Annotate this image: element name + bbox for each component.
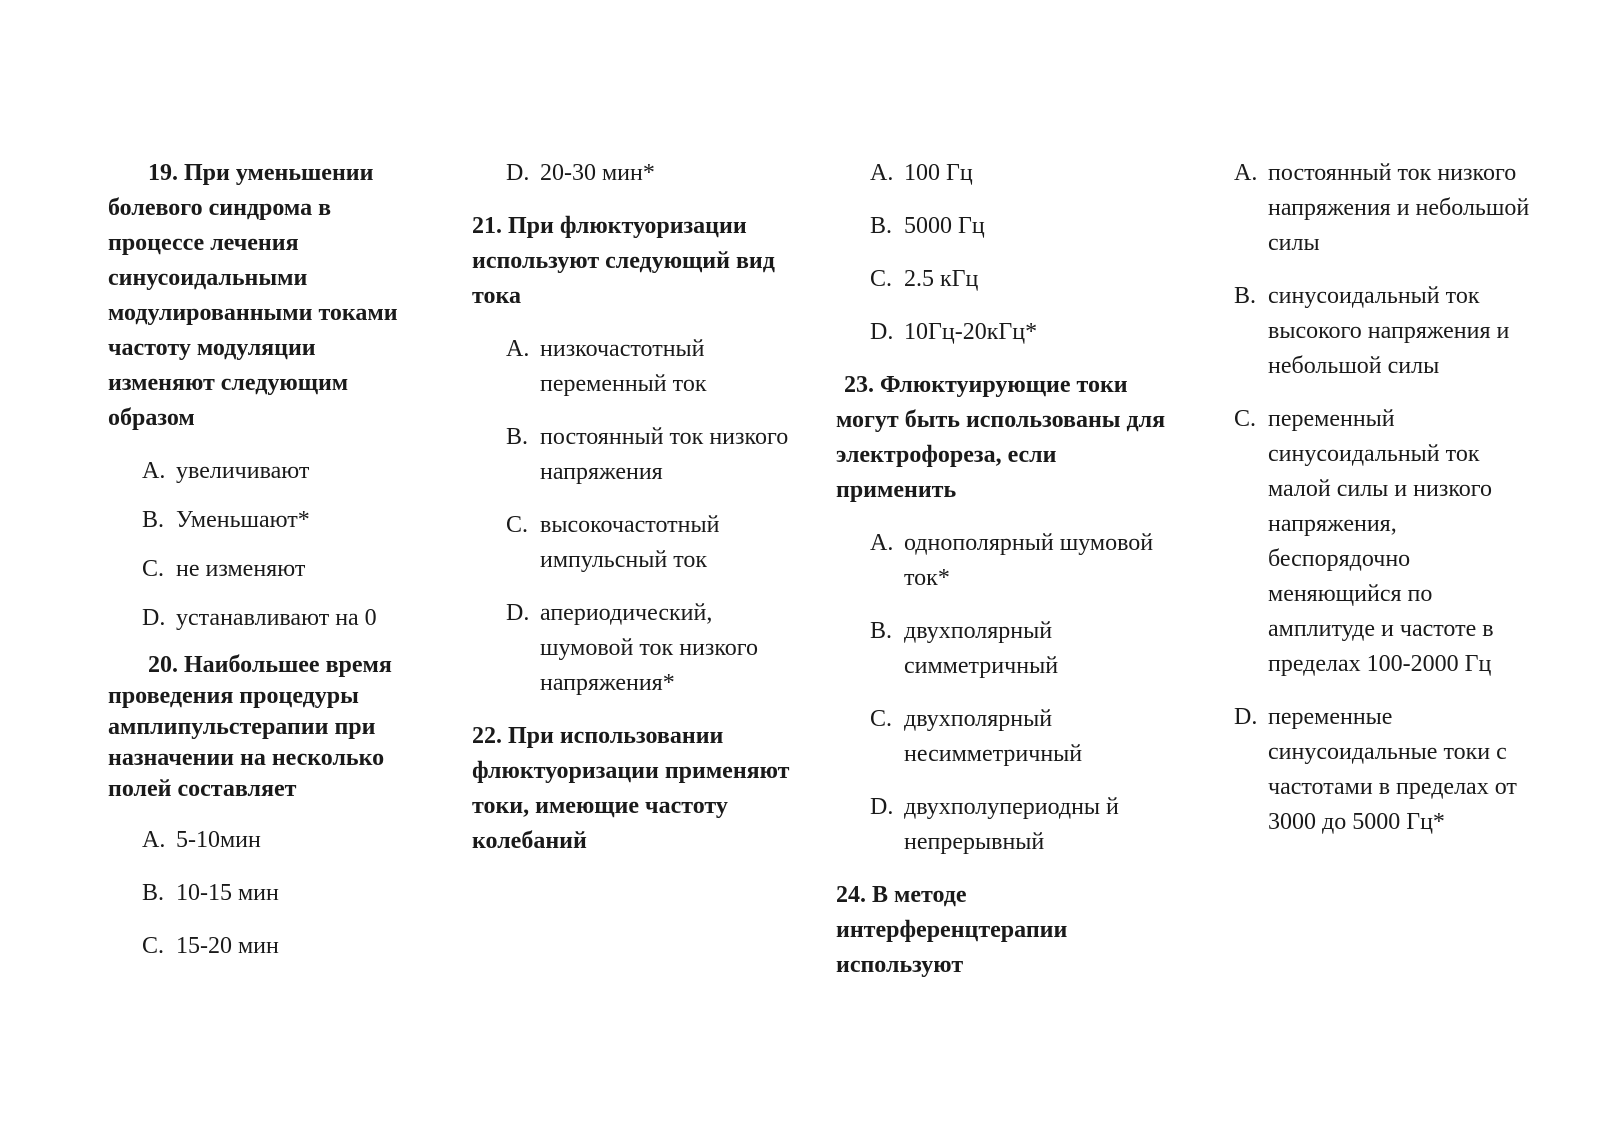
question-number: 23.	[844, 372, 874, 398]
option-text: 5000 Гц	[904, 213, 985, 239]
option-text: увеличивают	[176, 458, 310, 484]
option-20-a[interactable]	[108, 823, 428, 858]
option-letter: D.	[870, 794, 894, 820]
column-1	[108, 156, 428, 982]
option-letter: A.	[142, 827, 166, 853]
option-20-b[interactable]	[108, 876, 428, 911]
option-21-d[interactable]	[472, 596, 802, 701]
question-number: 24.	[836, 882, 866, 908]
option-letter: A.	[506, 336, 530, 362]
option-letter: B.	[1234, 283, 1257, 309]
option-19-d[interactable]	[108, 601, 428, 636]
option-22-d[interactable]	[836, 315, 1166, 350]
question-text: Флюктуирующие токи могут быть использованы для электрофореза, если применить	[836, 372, 1166, 503]
question-24	[836, 878, 1166, 983]
option-letter: B.	[506, 424, 529, 450]
option-text: синусоидальный ток высокого напряжения и небольшой силы	[1268, 283, 1510, 379]
option-letter: C.	[142, 556, 165, 582]
option-22-c[interactable]	[836, 262, 1166, 297]
question-text: При уменьшении болевого синдрома в процессе лечения синусоидальными модулированными токами частоту модуляции изменяют следующим образом	[108, 160, 398, 431]
option-text: двухполярный несимметричный	[904, 706, 1083, 767]
option-letter: C.	[506, 512, 529, 538]
question-22	[472, 719, 802, 859]
option-letter: A.	[870, 530, 894, 556]
option-letter: D.	[1234, 704, 1258, 730]
option-text: апериодический, шумовой ток низкого напряжения*	[540, 600, 759, 696]
option-text: переменные синусоидальные токи с частотами в пределах от 3000 до 5000 Гц*	[1268, 704, 1517, 835]
option-text: постоянный ток низкого напряжения	[540, 424, 789, 485]
option-letter: B.	[142, 880, 165, 906]
option-23-b[interactable]	[836, 614, 1166, 684]
option-22-a[interactable]	[836, 156, 1166, 191]
question-text: Наибольшее время проведения процедуры амплипульстерапии при назначении на несколько полей составляет	[108, 652, 392, 802]
column-3	[836, 156, 1166, 1001]
option-text: 5-10мин	[176, 827, 261, 853]
option-text: двухполупериодны й непрерывный	[904, 794, 1119, 855]
option-letter: A.	[1234, 160, 1258, 186]
option-text: высокочастотный импульсный ток	[540, 512, 720, 573]
option-letter: C.	[870, 266, 893, 292]
option-text: 100 Гц	[904, 160, 973, 186]
option-letter: B.	[870, 213, 893, 239]
option-23-c[interactable]	[836, 702, 1166, 772]
option-23-d[interactable]	[836, 790, 1166, 860]
option-24-c[interactable]	[1234, 402, 1534, 682]
option-letter: B.	[870, 618, 893, 644]
option-19-c[interactable]	[108, 552, 428, 587]
question-21	[472, 209, 802, 314]
option-letter: C.	[142, 933, 165, 959]
option-letter: D.	[506, 160, 530, 186]
column-2	[472, 156, 802, 877]
option-20-d[interactable]	[472, 156, 802, 191]
option-text: Уменьшают*	[176, 507, 310, 533]
question-20	[108, 650, 428, 805]
option-22-b[interactable]	[836, 209, 1166, 244]
question-number: 20.	[148, 652, 178, 678]
question-text: В методе интерференцтерапии используют	[836, 882, 1068, 978]
option-letter: A.	[142, 458, 166, 484]
option-text: постоянный ток низкого напряжения и небольшой силы	[1268, 160, 1530, 256]
option-text: устанавливают на 0	[176, 605, 377, 631]
option-20-c[interactable]	[108, 929, 428, 964]
option-letter: D.	[870, 319, 894, 345]
option-19-b[interactable]	[108, 503, 428, 538]
question-text: При флюктуоризации используют следующий вид тока	[472, 213, 775, 309]
option-letter: C.	[870, 706, 893, 732]
option-24-d[interactable]	[1234, 700, 1534, 840]
option-24-b[interactable]	[1234, 279, 1534, 384]
option-text: 2.5 кГц	[904, 266, 979, 292]
option-23-a[interactable]	[836, 526, 1166, 596]
question-number: 19.	[148, 160, 178, 186]
option-21-a[interactable]	[472, 332, 802, 402]
option-letter: D.	[506, 600, 530, 626]
column-4	[1234, 156, 1534, 858]
question-19	[108, 156, 428, 436]
option-letter: B.	[142, 507, 165, 533]
option-text: 10Гц-20кГц*	[904, 319, 1038, 345]
option-text: однополярный шумовой ток*	[904, 530, 1154, 591]
option-text: не изменяют	[176, 556, 306, 582]
option-letter: C.	[1234, 406, 1257, 432]
question-number: 22.	[472, 723, 502, 749]
option-19-a[interactable]	[108, 454, 428, 489]
option-text: 15-20 мин	[176, 933, 279, 959]
option-21-b[interactable]	[472, 420, 802, 490]
question-number: 21.	[472, 213, 502, 239]
option-letter: A.	[870, 160, 894, 186]
option-24-a[interactable]	[1234, 156, 1534, 261]
question-23	[836, 368, 1166, 508]
option-text: переменный синусоидальный ток малой силы и низкого напряжения, беспорядочно меняющийся по амплитуде и частоте в пределах 100-2000 Гц	[1268, 406, 1494, 677]
option-text: 20-30 мин*	[540, 160, 655, 186]
option-text: низкочастотный переменный ток	[540, 336, 707, 397]
option-letter: D.	[142, 605, 166, 631]
option-text: двухполярный симметричный	[904, 618, 1059, 679]
option-text: 10-15 мин	[176, 880, 279, 906]
question-text: При использовании флюктуоризации применяют токи, имеющие частоту колебаний	[472, 723, 790, 854]
option-21-c[interactable]	[472, 508, 802, 578]
